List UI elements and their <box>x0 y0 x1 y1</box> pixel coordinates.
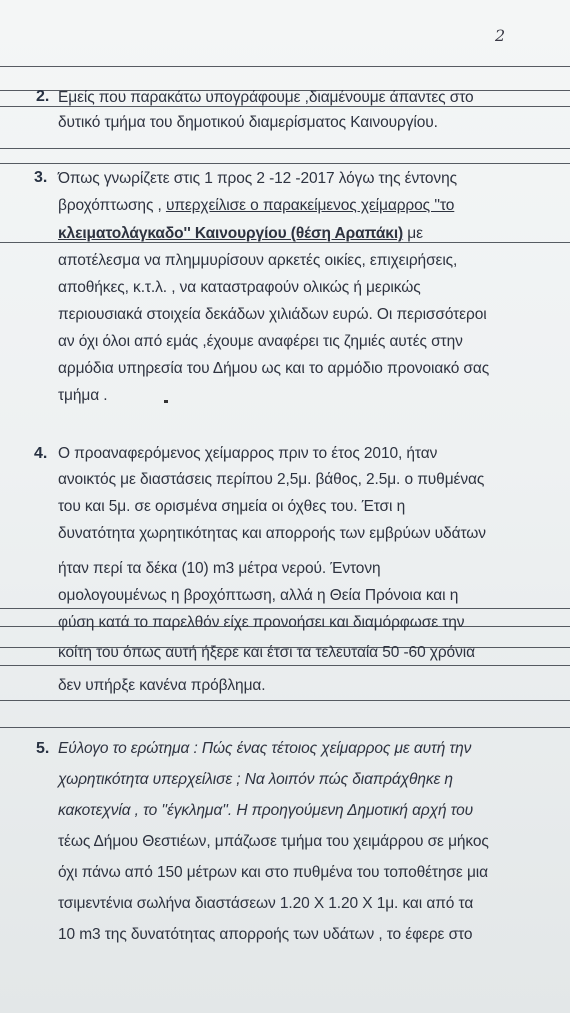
text-line: τσιμεντένια σωλήνα διαστάσεων 1.20 Χ 1.20 Χ 1μ. και από τα <box>58 895 474 912</box>
text-line: δυτικό τμήμα του δημοτικού διαμερίσματος Καινουργίου. <box>58 114 438 131</box>
text-line: δεν υπήρξε κανένα πρόβλημα. <box>58 677 266 694</box>
text-line <box>58 197 454 215</box>
text-line: περιουσιακά στοιχεία δεκάδων χιλιάδων ευρώ. Οι περισσότεροι <box>58 306 487 323</box>
text-line: Εμείς που παρακάτω υπογράφουμε ,διαμένουμε άπαντες στο <box>58 89 474 106</box>
text-line: αποτέλεσμα να πλημμυρίσουν αρκετές οικίες, επιχειρήσεις, <box>58 252 458 269</box>
bold-underlined-text: κλειματολάγκαδο'' Καινουργίου (θέση Αραπάκι) <box>58 225 404 242</box>
text-line: τμήμα . <box>58 387 108 404</box>
text-line: χωρητικότητα υπερχείλισε ; Να λοιπόν πώς διαπράχθηκε η <box>58 771 453 788</box>
text-line: αποθήκες, κ.τ.λ. , να καταστραφούν ολικώς ή μερικώς <box>58 279 421 296</box>
text-line: κακοτεχνία , το ''έγκλημα''. Η προηγούμενη Δημοτική αρχή του <box>58 802 474 819</box>
paragraph-number: 5. <box>36 740 50 757</box>
ruled-line <box>0 163 570 164</box>
ruled-line <box>0 700 570 701</box>
text-line: Ο προαναφερόμενος χείμαρρος πριν το έτος 2010, ήταν <box>58 445 438 462</box>
text-line: αρμόδια υπηρεσία του Δήμου ως και το αρμόδιο προνοιακό σας <box>58 360 490 377</box>
text-line: ανοικτός με διαστάσεις περίπου 2,5μ. βάθος, 2.5μ. ο πυθμένας <box>58 471 485 488</box>
text-line: φύση κατά το παρελθόν είχε προνοήσει και διαμόρφωσε την <box>58 614 465 631</box>
text-line: Όπως γνωρίζετε στις 1 προς 2 -12 -2017 λόγω της έντονης <box>58 170 457 187</box>
text-line: όχι πάνω από 150 μέτρων και στο πυθμένα του τοποθέτησε μια <box>58 864 488 881</box>
text-line <box>58 225 423 243</box>
text-run: με <box>403 225 423 242</box>
text-line: τέως Δήμου Θεστιέων, μπάζωσε τμήμα του χειμάρρου σε μήκος <box>58 833 489 850</box>
ruled-line <box>0 148 570 149</box>
page-number: 2 <box>495 26 506 45</box>
pen-mark <box>164 400 168 403</box>
text-line: Εύλογο το ερώτημα : Πώς ένας τέτοιος χείμαρρος με αυτή την <box>58 740 472 757</box>
paragraph-number: 4. <box>34 445 48 462</box>
text-run: βροχόπτωσης , <box>58 197 166 214</box>
paragraph-number: 3. <box>34 169 48 186</box>
ruled-line <box>0 608 570 609</box>
text-line: ομολογουμένως η βροχόπτωση, αλλά η Θεία Πρόνοια και η <box>58 587 459 604</box>
text-line: ήταν περί τα δέκα (10) m3 μέτρα νερού. Έντονη <box>58 560 381 577</box>
text-line: αν όχι όλοι από εμάς ,έχουμε αναφέρει τις ζημιές αυτές στην <box>58 333 463 350</box>
paragraph-number: 2. <box>36 88 50 105</box>
text-line: κοίτη του όπως αυτή ήξερε και έτσι τα τελευταία 50 -60 χρόνια <box>58 644 475 661</box>
text-line: 10 m3 της δυνατότητας απορροής των υδάτων , το έφερε στο <box>58 926 473 943</box>
ruled-line <box>0 665 570 666</box>
text-line: του και 5μ. σε ορισμένα σημεία οι όχθες του. Έτσι η <box>58 498 406 515</box>
ruled-line <box>0 66 570 67</box>
underlined-text: υπερχείλισε ο παρακείμενος χείμαρρος ''το <box>165 197 455 214</box>
text-line: δυνατότητα χωρητικότητας και απορροής των εμβρύων υδάτων <box>58 525 486 542</box>
ruled-line <box>0 727 570 728</box>
